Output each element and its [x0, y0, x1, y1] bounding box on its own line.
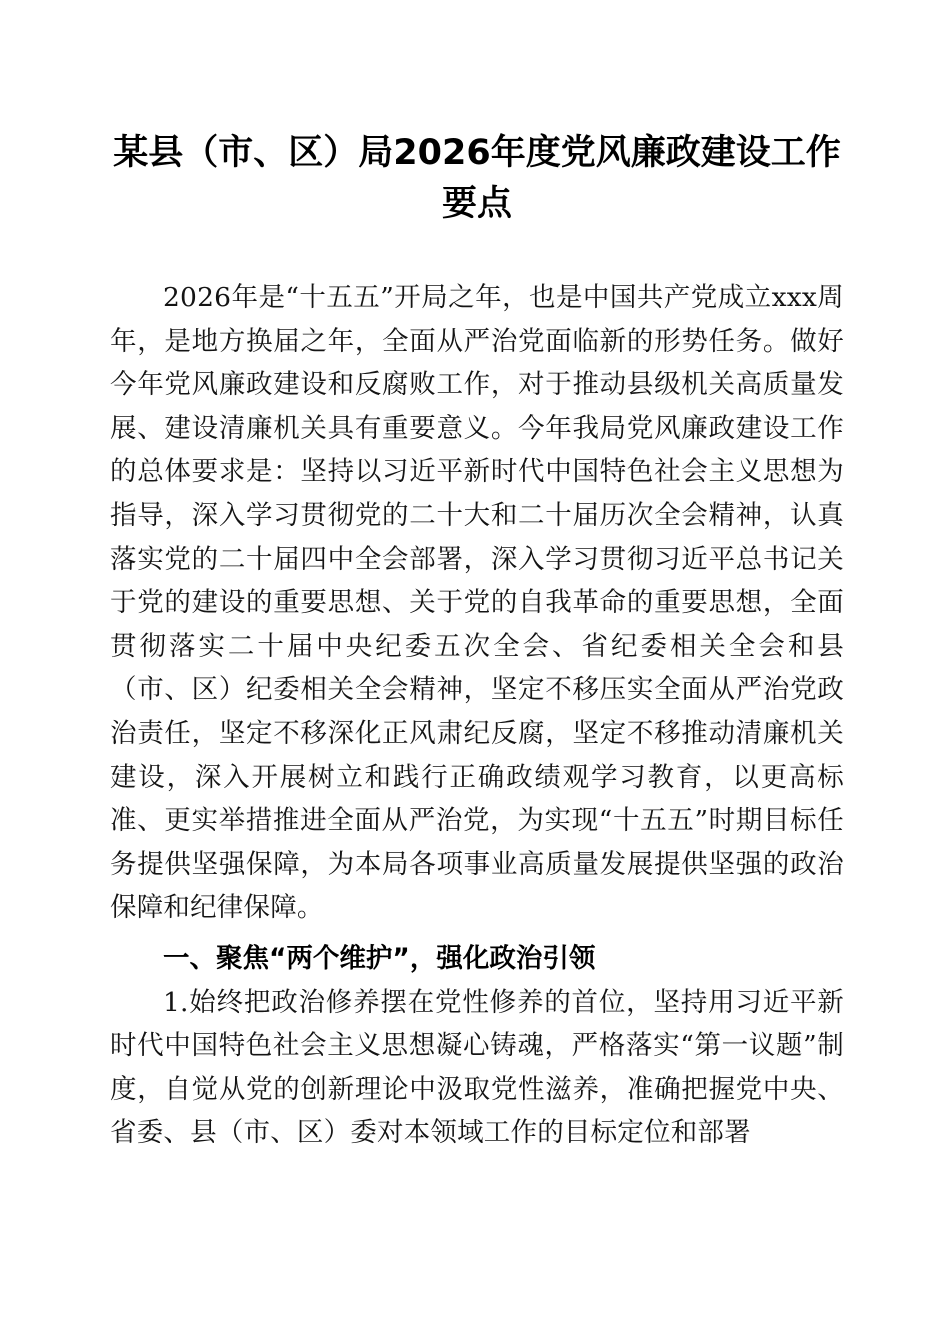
section-1-item-1: 1.始终把政治修养摆在党性修养的首位，坚持用习近平新时代中国特色社会主义思想凝心铸魂，严格落实“第一议题”制度，自觉从党的创新理论中汲取党性滋养，准确把握党中央、省委、县（市、区）委对本领域工作的目标定位和部署	[110, 986, 844, 1149]
section-heading-1: 一、聚焦“两个维护”，强化政治引领	[163, 942, 596, 974]
document-content	[110, 0, 844, 1155]
document-body	[110, 276, 844, 1155]
intro-paragraph: 2026年是“十五五”开局之年，也是中国共产党成立xxx周年，是地方换届之年，全面从严治党面临新的形势任务。做好今年党风廉政建设和反腐败工作，对于推动县级机关高质量发展、建设清廉机关具有重要意义。今年我局党风廉政建设工作的总体要求是：坚持以习近平新时代中国特色社会主义思想为指导，深入学习贯彻党的二十大和二十届历次全会精神，认真落实党的二十届四中全会部署，深入学习贯彻习近平总书记关于党的建设的重要思想、关于党的自我革命的重要思想，全面贯彻落实二十届中央纪委五次全会、省纪委相关全会和县（市、区）纪委相关全会精神，坚定不移压实全面从严治党政治责任，坚定不移深化正风肃纪反腐，坚定不移推动清廉机关建设，深入开展树立和践行正确政绩观学习教育，以更高标准、更实举措推进全面从严治党，为实现“十五五”时期目标任务提供坚强保障，为本局各项事业高质量发展提供坚强的政治保障和纪律保障。	[110, 282, 844, 924]
document-title: 某县（市、区）局2026年度党风廉政建设工作要点	[113, 133, 841, 224]
